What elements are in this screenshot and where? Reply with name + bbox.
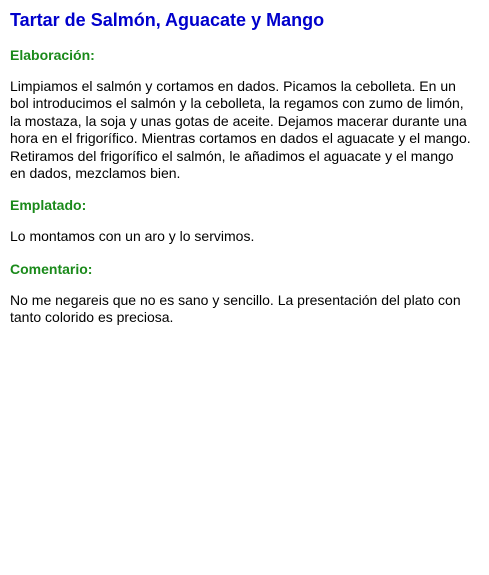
section-emplatado (10, 196, 479, 245)
section-heading-emplatado: Emplatado: (10, 197, 87, 214)
section-text-elaboracion: Limpiamos el salmón y cortamos en dados. Picamos la cebolleta. En un bol introducimos el salmón y la cebolleta, la regamos con zumo de limón, la mostaza, la soja y unas gotas de aceite. Dejamos macerar durante una hora en el frigorífico. Mientras cortamos en dados el aguacate y el mango. Retiramos del frigorífico el salmón, le añadimos el aguacate y el mango en dados, mezclamos bien. (10, 78, 471, 182)
section-text-comentario: No me negareis que no es sano y sencillo. La presentación del plato con tanto colorido es preciosa. (10, 291, 461, 326)
section-elaboracion (10, 46, 479, 182)
section-text-emplatado: Lo montamos con un aro y lo servimos. (10, 228, 255, 245)
page-title: Tartar de Salmón, Aguacate y Mango (10, 10, 325, 30)
section-heading-comentario: Comentario: (10, 260, 93, 277)
section-heading-elaboracion: Elaboración: (10, 47, 95, 63)
section-comentario (10, 260, 479, 327)
